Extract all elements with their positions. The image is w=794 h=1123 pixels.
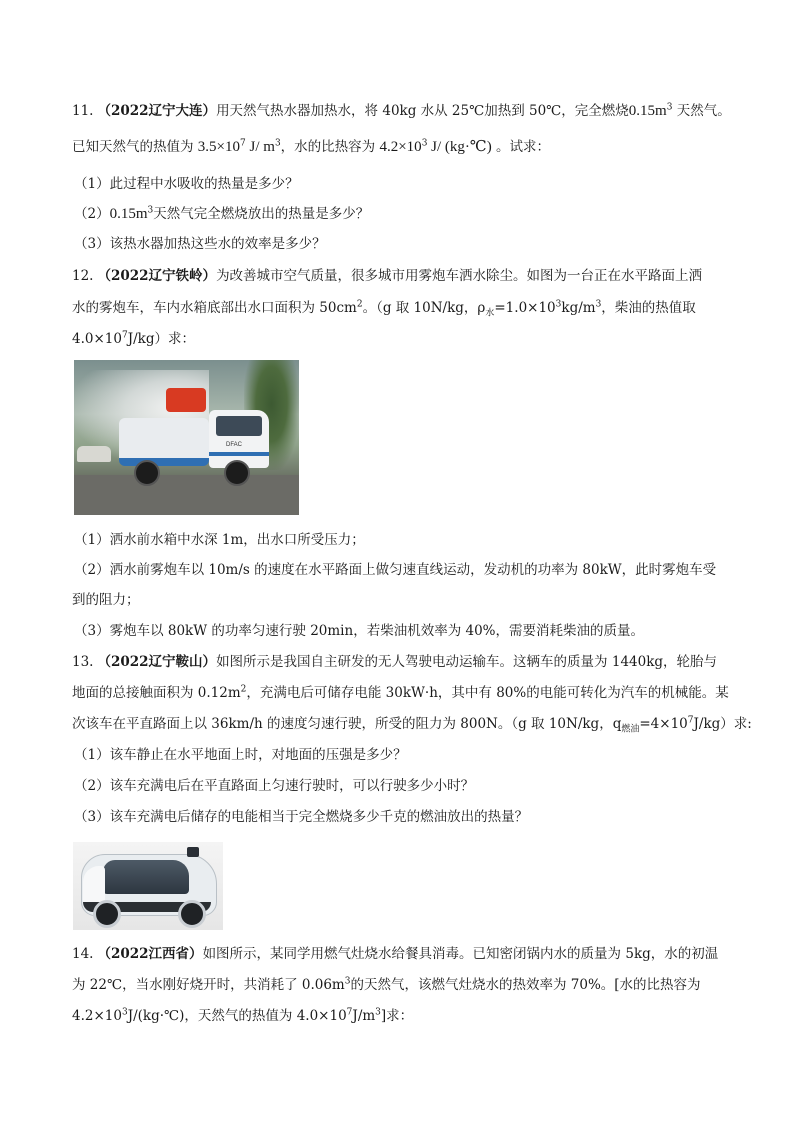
road xyxy=(74,475,299,515)
truck-rear-wheel xyxy=(134,460,160,486)
q13-line-3: 次该车在平直路面上以 36km/h 的速度匀速行驶，所受的阻力为 800N。（g 取 10N/kg，$q_{燃油}=4\times 10^7J/kg$）求: xyxy=(72,715,752,735)
q11-subquestion-3: （3）该热水器加热这些水的效率是多少？ xyxy=(74,236,326,252)
q12-subquestion-2-line-2: 到的阻力； xyxy=(72,592,140,608)
q12-source: （2022辽宁铁岭） xyxy=(97,268,217,284)
vehicle-window xyxy=(103,860,189,894)
q13-subquestion-2: （2）该车充满电后在平直路面上匀速行驶时，可以行驶多少小时？ xyxy=(74,778,475,794)
q13-line-2: 地面的总接触面积为 $0.12m^2$，充满电后可储存电能 30kW·h，其中有 80%的电能可转化为汽车的机械能。某 xyxy=(72,684,729,701)
q13-source: （2022辽宁鞍山） xyxy=(97,654,217,670)
q13-number: 13. xyxy=(72,654,94,670)
q11-subquestion-1: （1）此过程中水吸收的热量是多少？ xyxy=(74,176,299,192)
q12-line-3: $4.0\times 10^7J/kg$）求： xyxy=(72,330,195,347)
q12-line-1: 12. （2022辽宁铁岭）为改善城市空气质量，很多城市用雾炮车洒水除尘。如图为一台正在水平路面上洒 xyxy=(72,268,703,284)
mist-cannon-truck-image xyxy=(74,360,299,515)
cab-stripe xyxy=(209,452,269,456)
cab-window xyxy=(216,416,262,436)
vehicle-rear-wheel xyxy=(178,900,206,928)
q11-number: 11. xyxy=(72,103,94,119)
q14-line-3: $4.2\times 10^3J/(kg\cdot℃)$，天然气的热值为 $4.0\times 10^7J/m^3$]求： xyxy=(72,1007,414,1024)
lidar-sensor xyxy=(187,847,199,857)
q13-subquestion-3: （3）该车充满电后储存的电能相当于完全燃烧多少千克的燃油放出的热量？ xyxy=(74,809,529,825)
q11-subquestion-2: $(2)0.15m^3$天然气完全燃烧放出的热量是多少？ xyxy=(74,205,370,222)
truck-brand: DFAC xyxy=(226,442,243,448)
q14-source: （2022江西省） xyxy=(97,946,203,962)
q12-subquestion-1: （1）洒水前水箱中水深 1m，出水口所受压力； xyxy=(74,532,365,548)
q14-line-1: 14. （2022江西省）如图所示，某同学用燃气灶烧水给餐具消毒。已知密闭锅内水的质量为 5kg，水的初温 xyxy=(72,946,719,962)
parked-car xyxy=(77,446,111,462)
q14-number: 14. xyxy=(72,946,94,962)
truck-front-wheel xyxy=(224,460,250,486)
q11-line-2: 已知天然气的热值为 $3.5\times 10^7$ J/ $m^3$，水的比热容为 $4.2\times 10^3$ J/ (kg·℃) 。试求： xyxy=(72,138,550,155)
q11-line-1: 11. （2022辽宁大连）用天然气热水器加热水，将 40kg 水从 25℃加热到 50℃，完全燃烧$0.15m^3$ 天然气。 xyxy=(72,102,731,119)
q11-source: （2022辽宁大连） xyxy=(97,103,217,119)
q13-subquestion-1: （1）该车静止在水平地面上时，对地面的压强是多少？ xyxy=(74,747,407,763)
autonomous-vehicle-image xyxy=(73,842,223,930)
q12-subquestion-2-line-1: （2）洒水前雾炮车以 10m/s 的速度在水平路面上做匀速直线运动，发动机的功率为 80kW，此时雾炮车受 xyxy=(74,562,717,578)
q12-number: 12. xyxy=(72,268,94,284)
vehicle-front-wheel xyxy=(93,900,121,928)
q13-line-1: 13. （2022辽宁鞍山）如图所示是我国自主研发的无人驾驶电动运输车。这辆车的质量为 1440kg，轮胎与 xyxy=(72,654,718,670)
q12-subquestion-3: （3）雾炮车以 80kW 的功率匀速行驶 20min，若柴油机效率为 40%，需要消耗柴油的质量。 xyxy=(74,623,644,639)
q12-line-2: 水的雾炮车，车内水箱底部出水口面积为 $50cm^2$。（g 取 10N/kg，$\rho_水=1.0\times 10^3kg/m^3$，柴油的热值取 xyxy=(72,299,696,319)
water-tank xyxy=(119,418,209,466)
q14-line-2: 为 22℃，当水刚好烧开时，共消耗了 $0.06m^3$的天然气，该燃气灶烧水的热效率为 70%。[水的比热容为 xyxy=(72,976,701,993)
mist-cannon xyxy=(166,388,206,412)
